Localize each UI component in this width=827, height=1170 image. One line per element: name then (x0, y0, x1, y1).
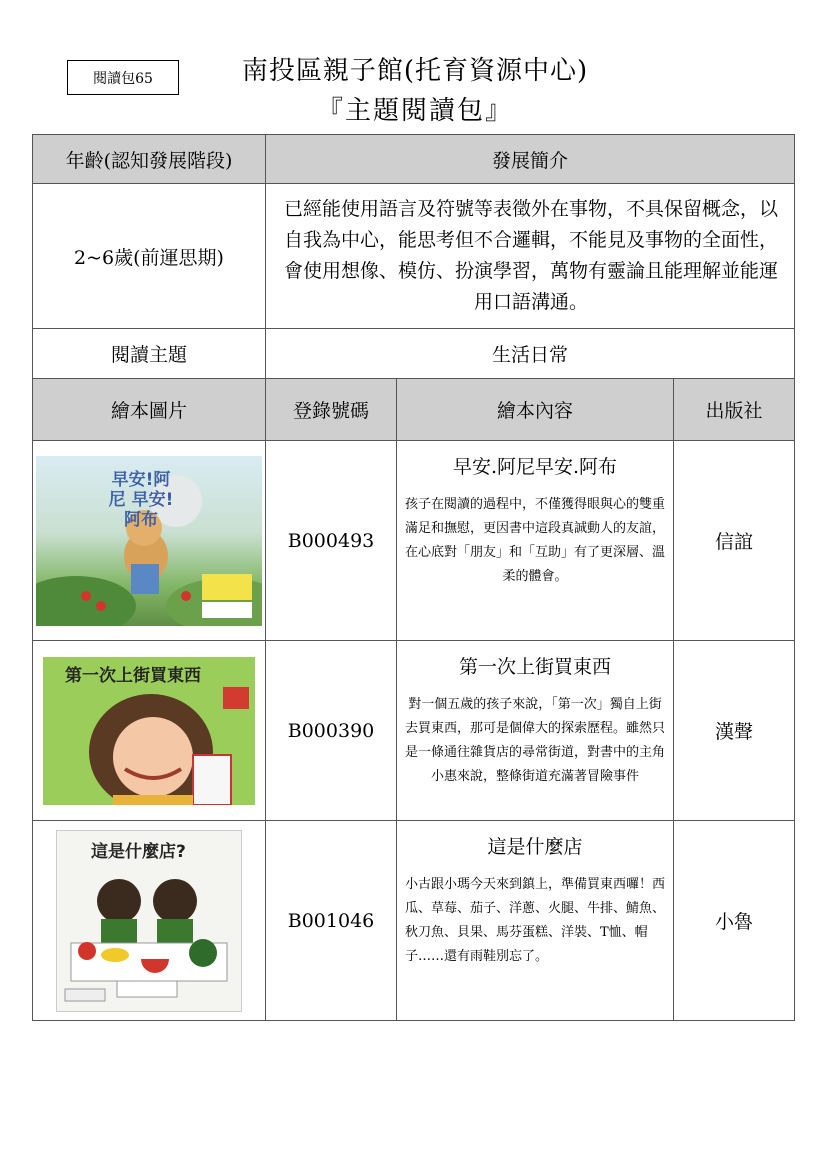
publisher-header: 出版社 (674, 379, 795, 441)
page-subtitle: 『主題閱讀包』 (316, 96, 513, 126)
page-title: 南投區親子館(托育資源中心) (241, 56, 589, 86)
book-code: B000493 (266, 441, 397, 641)
book-cover-cell (33, 641, 266, 821)
image-header: 繪本圖片 (33, 379, 266, 441)
book-title: 第一次上街買東西 (458, 655, 611, 678)
table-row (33, 641, 795, 821)
content-header: 繪本內容 (397, 379, 674, 441)
book-code: B001046 (266, 821, 397, 1021)
age-header: 年齡(認知發展階段) (33, 135, 266, 184)
book-cover-cell (33, 821, 266, 1021)
code-header: 登錄號碼 (266, 379, 397, 441)
book-title: 這是什麼店 (487, 835, 583, 858)
book-description: 小古跟小瑪今天來到鎮上，準備買東西囉！西瓜、草莓、茄子、洋蔥、火腿、牛排、鯖魚、秋刀魚、貝果、馬芬蛋糕、洋裝、T恤、帽子……還有雨鞋別忘了。 (405, 877, 666, 964)
book-cover-text: 這是什麼店? (91, 841, 186, 862)
book-publisher: 小魯 (674, 821, 795, 1021)
book-publisher: 信誼 (674, 441, 795, 641)
table-row (33, 441, 795, 641)
book-cover-image (43, 657, 255, 805)
pack-number-badge: 閱讀包65 (67, 60, 179, 95)
age-value: 2~6歲(前運思期) (33, 184, 266, 329)
book-cover-image (56, 830, 242, 1012)
book-cover-image (36, 456, 262, 626)
book-description: 孩子在閱讀的過程中，不僅獲得眼與心的雙重滿足和撫慰，更因書中這段真誠動人的友誼，在心底對「朋友」和「互助」有了更深層、溫柔的體會。 (405, 497, 666, 584)
dev-description: 已經能使用語言及符號等表徵外在事物，不具保留概念，以自我為中心，能思考但不合邏輯，不能見及事物的全面性，會使用想像、模仿、扮演學習，萬物有靈論且能理解並能運用口語溝通。 (266, 184, 795, 329)
book-cover-text: 早安!阿尼 早安!阿布 (108, 469, 174, 530)
theme-value: 生活日常 (266, 329, 795, 379)
book-cover-text: 第一次上街買東西 (65, 665, 201, 686)
book-description: 對一個五歲的孩子來說，「第一次」獨自上街去買東西，那可是個偉大的探索歷程。雖然只是一條通往雜貨店的尋常街道，對書中的主角小惠來說，整條街道充滿著冒險事件 (405, 697, 666, 784)
book-code: B000390 (266, 641, 397, 821)
book-publisher: 漢聲 (674, 641, 795, 821)
theme-label: 閱讀主題 (33, 329, 266, 379)
book-title: 早安.阿尼早安.阿布 (452, 455, 618, 478)
dev-intro-header: 發展簡介 (266, 135, 795, 184)
table-row (33, 821, 795, 1021)
book-cover-cell (33, 441, 266, 641)
reading-pack-table (32, 134, 795, 1021)
